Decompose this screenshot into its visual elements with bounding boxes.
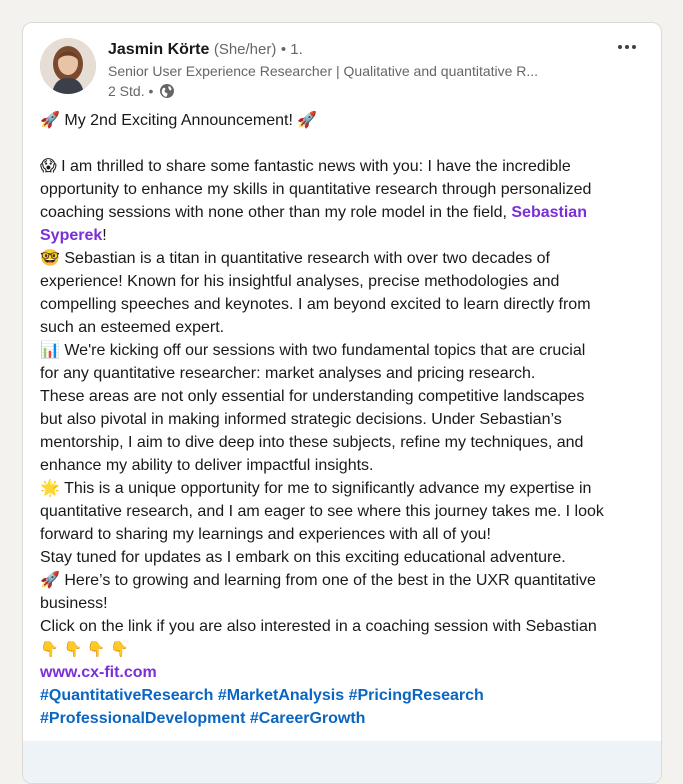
post-text: coaching sessions with none other than my role model in the field,	[40, 204, 512, 221]
post-line: but also pivotal in making informed strategic decisions. Under Sebastian’s	[40, 411, 562, 428]
hashtag-line	[40, 707, 644, 730]
post-card	[22, 22, 662, 784]
connection-degree: • 1.	[280, 41, 303, 58]
post-line	[40, 661, 644, 684]
post-line: forward to sharing my learnings and experiences with all of you!	[40, 526, 491, 543]
post-line: business!	[40, 595, 108, 612]
hashtag-career-growth[interactable]: #CareerGrowth	[249, 710, 366, 727]
more-options-icon[interactable]	[613, 37, 641, 57]
author-meta	[108, 40, 571, 100]
post-line: Click on the link if you are also interested in a coaching session with Sebastian	[40, 618, 597, 635]
post-line: 🌟 This is a unique opportunity for me to significantly advance my expertise in	[40, 480, 592, 497]
avatar-image	[40, 38, 96, 94]
author-avatar[interactable]	[40, 38, 96, 94]
globe-icon	[159, 83, 175, 99]
author-headline: Senior User Experience Researcher | Qualitative and quantitative R...	[108, 63, 539, 79]
author-pronouns: (She/her)	[213, 41, 277, 58]
hashtag-quantitative-research[interactable]: #QuantitativeResearch	[40, 687, 214, 704]
post-line: 🚀 My 2nd Exciting Announcement! 🚀	[40, 112, 318, 129]
post-footer-strip	[23, 741, 661, 784]
post-line: compelling speeches and keynotes. I am beyond excited to learn directly from	[40, 296, 591, 313]
post-line: 😱 I am thrilled to share some fantastic news with you: I have the incredible	[40, 158, 571, 175]
hashtag-market-analysis[interactable]: #MarketAnalysis	[217, 687, 345, 704]
author-name-line	[108, 40, 571, 60]
author-name[interactable]: Jasmin Körte	[108, 41, 210, 58]
post-body	[40, 109, 644, 730]
hashtag-pricing-research[interactable]: #PricingResearch	[348, 687, 484, 704]
post-line: mentorship, I aim to dive deep into these subjects, refine my techniques, and	[40, 434, 584, 451]
post-line: such an esteemed expert.	[40, 319, 225, 336]
mention-sebastian-syperek-cont[interactable]: Syperek	[40, 227, 103, 244]
post-line: opportunity to enhance my skills in quantitative research through personalized	[40, 181, 592, 198]
post-time: 2 Std. •	[108, 83, 154, 99]
post-line: for any quantitative researcher: market analyses and pricing research.	[40, 365, 536, 382]
website-link[interactable]: www.cx-fit.com	[40, 664, 157, 681]
post-line	[40, 201, 644, 224]
post-header	[23, 23, 661, 103]
post-line: enhance my ability to deliver impactful insights.	[40, 457, 374, 474]
post-line: 🚀 Here’s to growing and learning from one of the best in the UXR quantitative	[40, 572, 596, 589]
post-line: quantitative research, and I am eager to see where this journey takes me. I look	[40, 503, 604, 520]
post-text: !	[102, 227, 107, 244]
post-line: 🤓 Sebastian is a titan in quantitative research with over two decades of	[40, 250, 550, 267]
post-line: Stay tuned for updates as I embark on this exciting educational adventure.	[40, 549, 566, 566]
pointing-down-icons: 👇 👇 👇 👇	[40, 640, 130, 658]
post-line: These areas are not only essential for understanding competitive landscapes	[40, 388, 585, 405]
blank-line	[40, 132, 644, 155]
mention-sebastian-syperek[interactable]: Sebastian	[511, 204, 587, 221]
post-line: experience! Known for his insightful analyses, precise methodologies and	[40, 273, 560, 290]
post-line	[40, 224, 644, 247]
hashtag-professional-development[interactable]: #ProfessionalDevelopment	[40, 710, 246, 727]
post-line: 📊 We're kicking off our sessions with two fundamental topics that are crucial	[40, 342, 586, 359]
hashtag-line	[40, 684, 644, 707]
post-time-line	[108, 82, 571, 100]
